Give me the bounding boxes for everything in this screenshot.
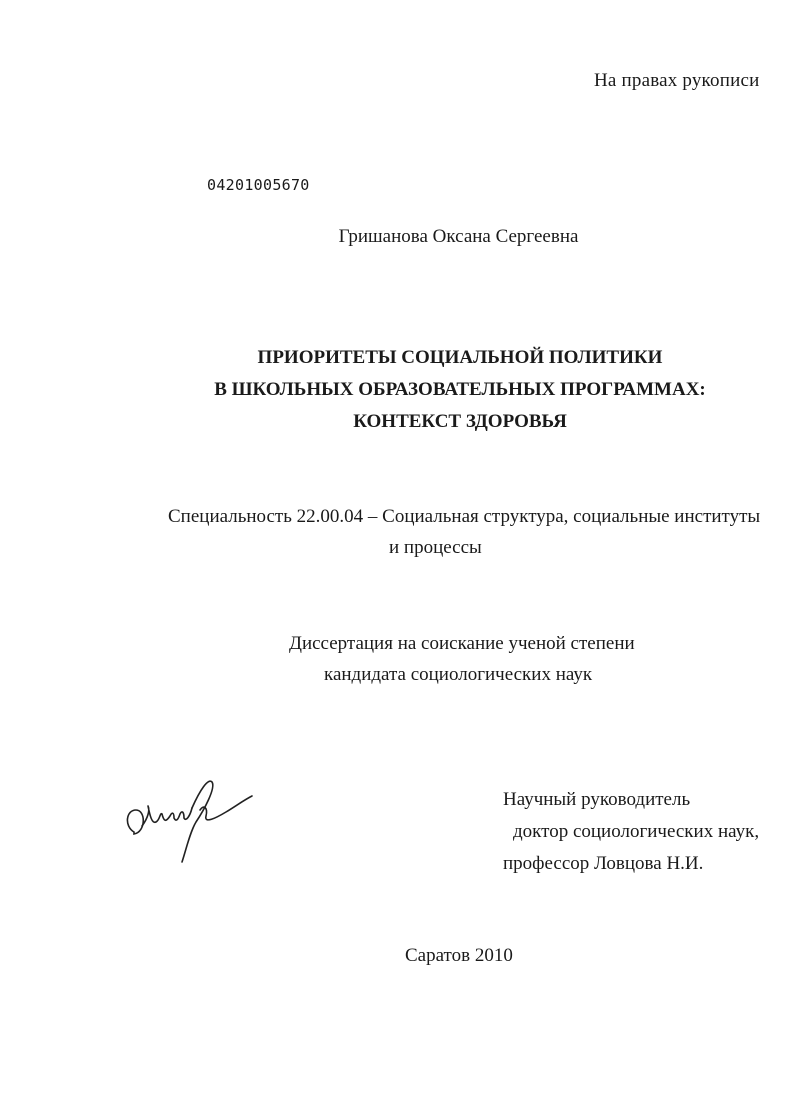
rights-note: На правах рукописи <box>594 70 760 91</box>
degree-line-2: кандидата социологических наук <box>324 664 593 685</box>
supervisor-role: Научный руководитель <box>503 789 691 810</box>
author-name: Гришанова Оксана Сергеевна <box>338 226 579 247</box>
dissertation-title <box>0 342 799 438</box>
catalog-number: 04201005670 <box>207 176 310 194</box>
supervisor-name: профессор Ловцова Н.И. <box>503 853 704 874</box>
supervisor-degree: доктор социологических наук, <box>513 821 760 842</box>
specialty-line-1: Специальность 22.00.04 – Социальная структура, социальные институты <box>168 506 761 527</box>
degree-line-1: Диссертация на соискание ученой степени <box>289 633 635 654</box>
title-line: КОНТЕКСТ ЗДОРОВЬЯ <box>353 411 567 432</box>
city-year: Саратов 2010 <box>405 945 513 966</box>
title-line: ПРИОРИТЕТЫ СОЦИАЛЬНОЙ ПОЛИТИКИ <box>257 347 663 368</box>
specialty-line-2: и процессы <box>389 537 482 558</box>
signature-icon <box>120 770 260 870</box>
title-line: В ШКОЛЬНЫХ ОБРАЗОВАТЕЛЬНЫХ ПРОГРАММАХ: <box>214 379 706 400</box>
